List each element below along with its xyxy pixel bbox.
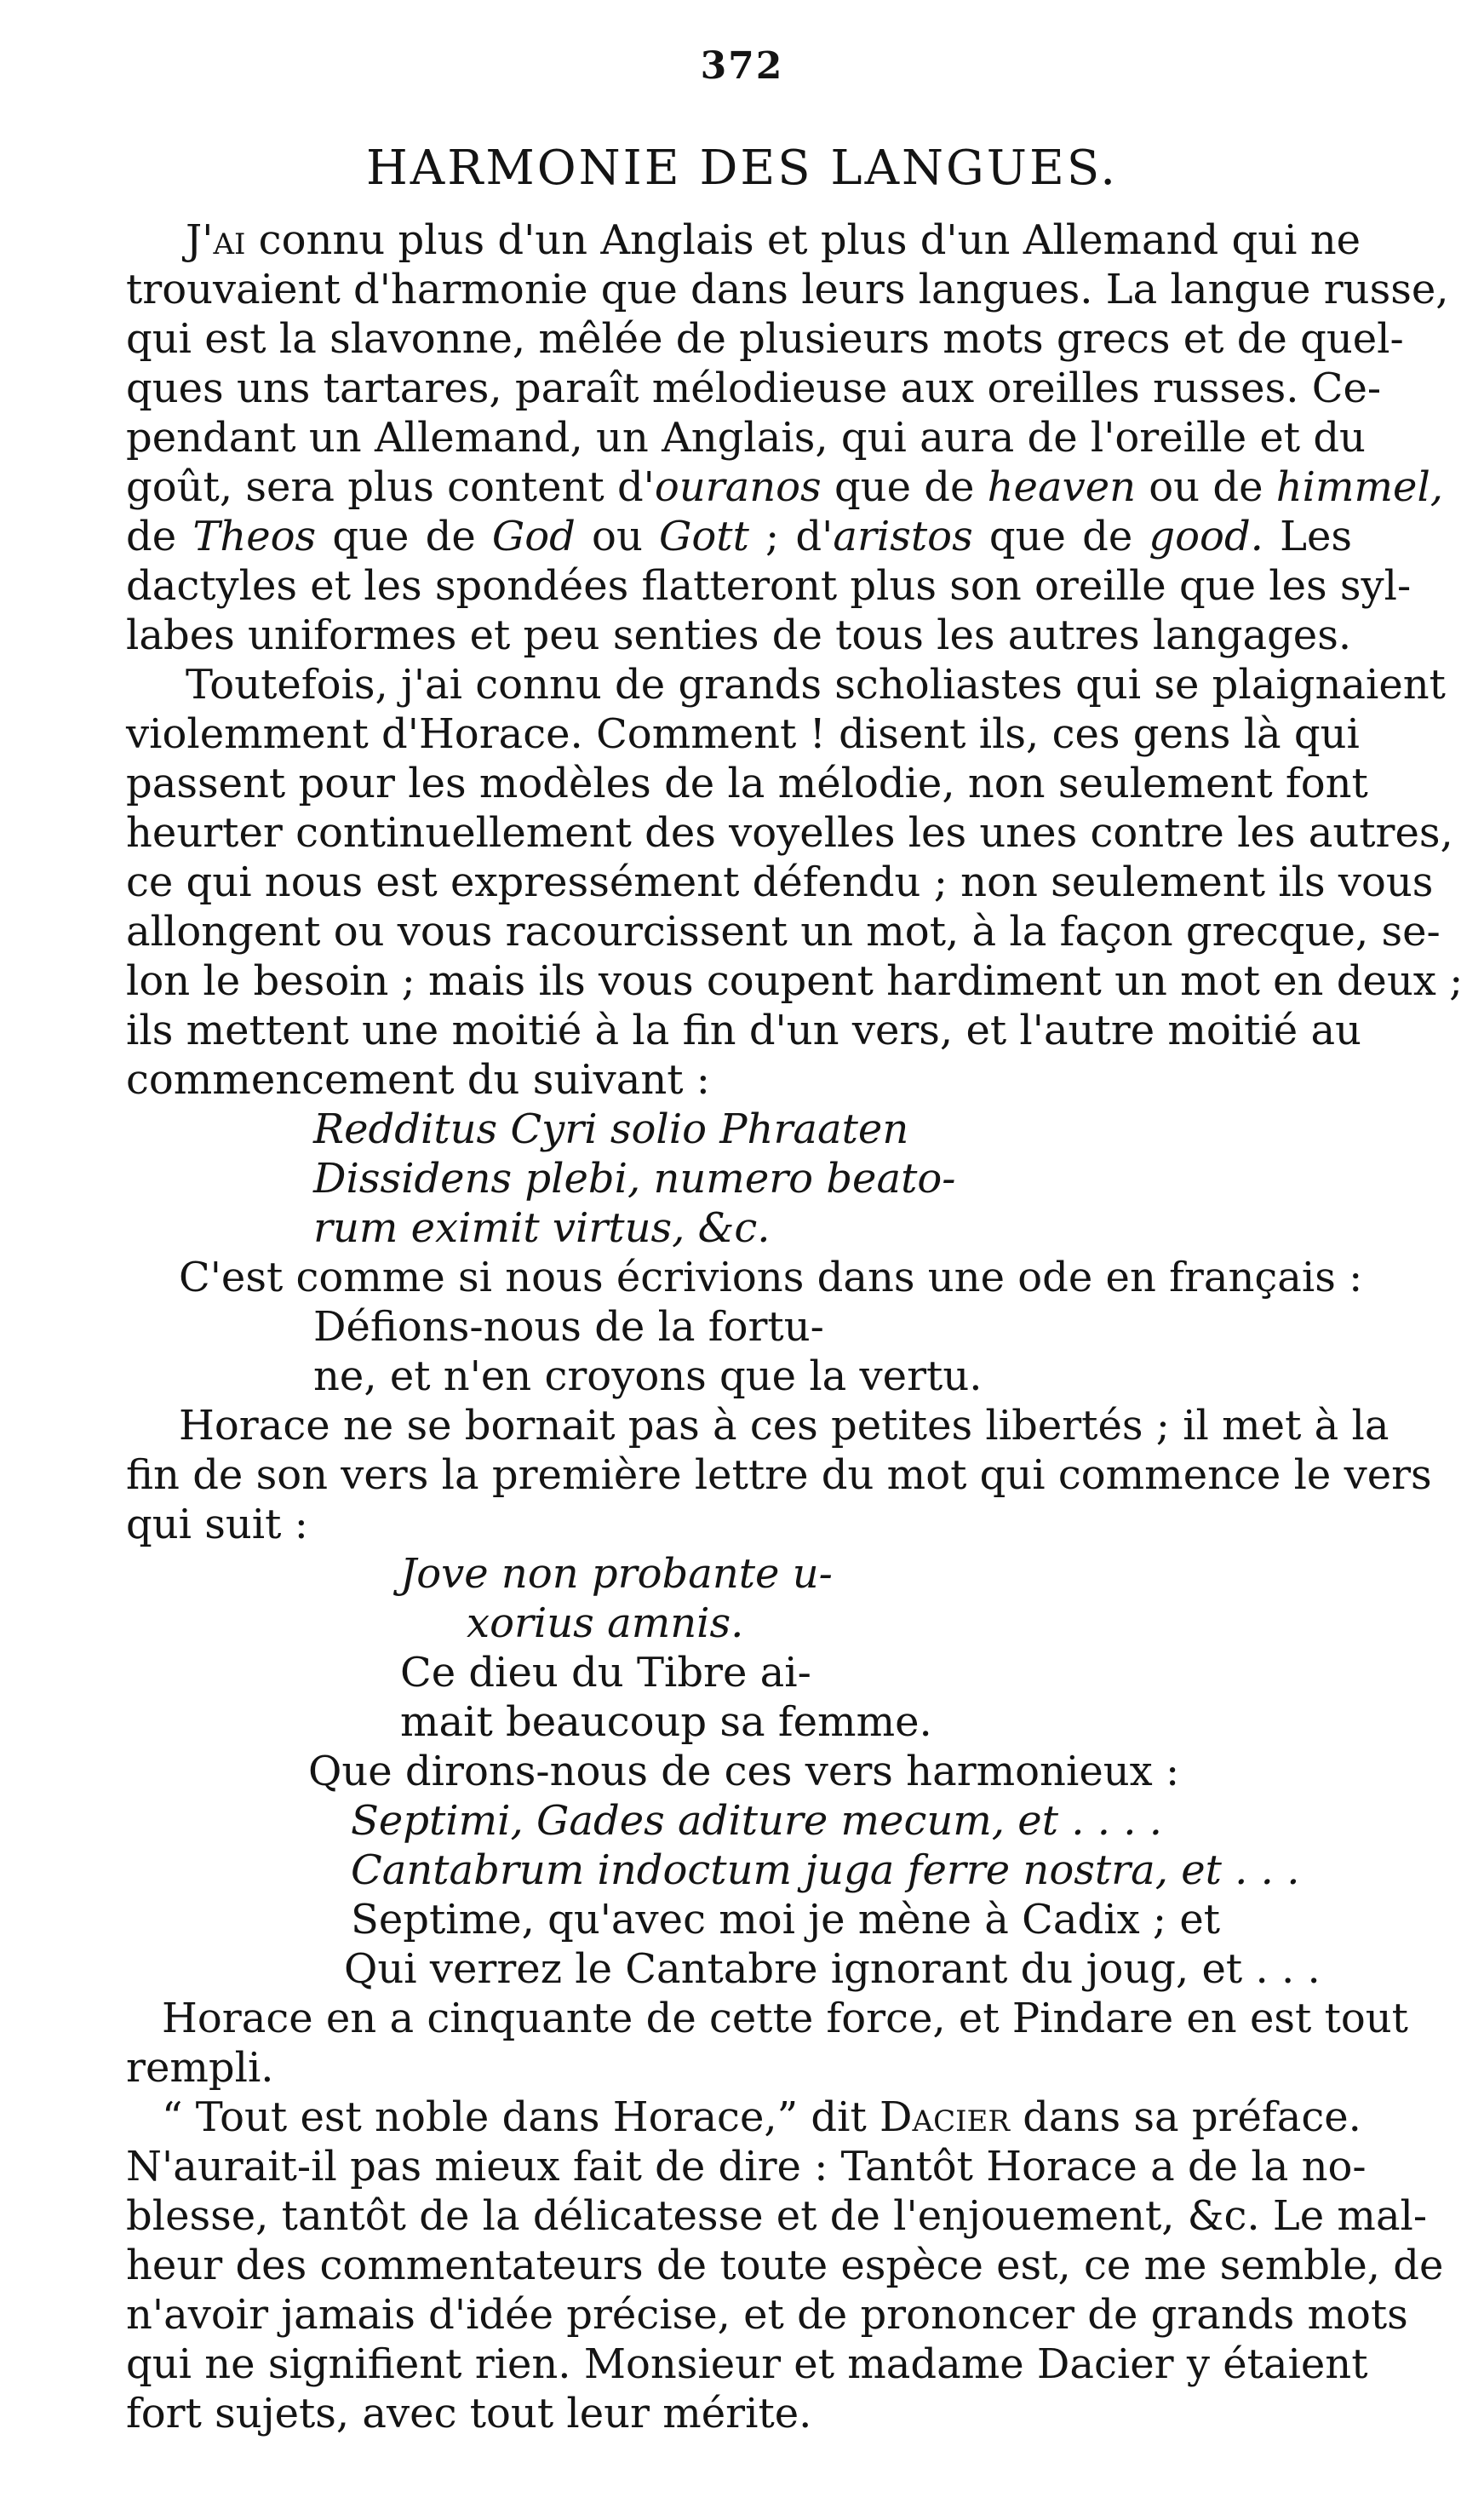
italic-word: aristos bbox=[833, 513, 973, 560]
text-line: dactyles et les spondées flatteront plus son oreille que les syl- bbox=[126, 562, 1412, 610]
italic-word: Gott bbox=[659, 513, 749, 560]
text-line: allongent ou vous racourcissent un mot, à la façon grecque, se- bbox=[126, 908, 1441, 956]
text-line: ques uns tartares, paraît mélodieuse aux oreilles russes. Ce- bbox=[126, 365, 1382, 412]
text-line: Horace en a cinquante de cette force, et Pindare en est tout bbox=[162, 1995, 1408, 2042]
text-line: heurter continuellement des voyelles les unes contre les autres, bbox=[126, 809, 1453, 857]
text-span: goût, sera plus content d' bbox=[126, 463, 655, 511]
verse-line: Septimi, Gades aditure mecum, et . . . . bbox=[351, 1797, 1163, 1845]
text-span: “ Tout est noble dans Horace,” dit bbox=[162, 2093, 880, 2141]
italic-word: Theos bbox=[192, 513, 317, 560]
text-span: que de bbox=[821, 463, 988, 511]
italic-word: ouranos bbox=[654, 463, 822, 511]
text-line: pendant un Allemand, un Anglais, qui aura de l'oreille et du bbox=[126, 414, 1366, 462]
text-line: fort sujets, avec tout leur mérite. bbox=[126, 2390, 812, 2437]
text-line: N'aurait-il pas mieux fait de dire : Tantôt Horace a de la no- bbox=[126, 2143, 1367, 2190]
text-line bbox=[162, 2093, 1361, 2142]
text-span: connu plus d'un Anglais et plus d'un Allemand qui ne bbox=[245, 216, 1361, 264]
verse-line: Cantabrum indoctum juga ferre nostra, et . . . bbox=[351, 1846, 1300, 1894]
text-line bbox=[126, 462, 1444, 512]
text-span: dans sa préface. bbox=[1009, 2093, 1361, 2141]
text-line: lon le besoin ; mais ils vous coupent hardiment un mot en deux ; bbox=[126, 957, 1464, 1005]
verse-line: Ce dieu du Tibre ai- bbox=[400, 1649, 811, 1697]
text-span: ; d' bbox=[748, 513, 834, 560]
verse-line: rum eximit virtus, &c. bbox=[313, 1204, 771, 1252]
verse-line: Jove non probante u- bbox=[400, 1550, 833, 1598]
verse-line: Qui verrez le Cantabre ignorant du joug, et . . . bbox=[344, 1945, 1321, 1993]
text-line: rempli. bbox=[126, 2044, 274, 2092]
text-line bbox=[126, 512, 1352, 561]
text-line: ils mettent une moitié à la fin d'un vers, et l'autre moitié au bbox=[126, 1007, 1361, 1054]
verse-line: Défions-nous de la fortu- bbox=[313, 1303, 824, 1351]
text-line: commencement du suivant : bbox=[126, 1056, 710, 1104]
drop-word: J'ai bbox=[186, 216, 246, 264]
text-span: que de bbox=[316, 513, 492, 560]
text-span: ou bbox=[575, 513, 660, 560]
verse-line: Redditus Cyri solio Phraaten bbox=[313, 1105, 909, 1153]
text-span: Les bbox=[1263, 513, 1353, 560]
verse-line: Dissidens plebi, numero beato- bbox=[313, 1155, 956, 1203]
text-line: ce qui nous est expressément défendu ; non seulement ils vous bbox=[126, 858, 1434, 906]
text-line: heur des commentateurs de toute espèce est, ce me semble, de bbox=[126, 2242, 1444, 2289]
text-line: Que dirons-nous de ces vers harmonieux : bbox=[308, 1748, 1180, 1795]
small-caps-name: Dacier bbox=[880, 2093, 1010, 2141]
text-line: trouvaient d'harmonie que dans leurs langues. La langue russe, bbox=[126, 266, 1449, 313]
text-span: ou de bbox=[1136, 463, 1276, 511]
chapter-title: HARMONIE DES LANGUES. bbox=[365, 141, 1119, 196]
verse-line: Septime, qu'avec moi je mène à Cadix ; et bbox=[351, 1896, 1221, 1943]
italic-word: himmel, bbox=[1275, 463, 1444, 511]
text-line bbox=[126, 215, 1361, 265]
text-line: qui est la slavonne, mêlée de plusieurs mots grecs et de quel- bbox=[126, 315, 1404, 363]
italic-word: heaven bbox=[987, 463, 1137, 511]
verse-line: xorius amnis. bbox=[467, 1599, 744, 1647]
text-span: que de bbox=[972, 513, 1149, 560]
text-line: n'avoir jamais d'idée précise, et de prononcer de grands mots bbox=[126, 2291, 1408, 2339]
text-line: fin de son vers la première lettre du mot qui commence le vers bbox=[126, 1451, 1432, 1499]
verse-line: ne, et n'en croyons que la vertu. bbox=[313, 1352, 983, 1400]
text-line: qui suit : bbox=[126, 1501, 308, 1548]
text-line: passent pour les modèles de la mélodie, non seulement font bbox=[126, 760, 1368, 807]
text-line: qui ne signifient rien. Monsieur et madame Dacier y étaient bbox=[126, 2340, 1368, 2388]
text-line: Horace ne se bornait pas à ces petites libertés ; il met à la bbox=[179, 1402, 1389, 1450]
verse-line: mait beaucoup sa femme. bbox=[400, 1698, 932, 1746]
text-span: de bbox=[126, 513, 193, 560]
text-line: blesse, tantôt de la délicatesse et de l'enjouement, &c. Le mal- bbox=[126, 2192, 1428, 2240]
text-line: violemment d'Horace. Comment ! disent ils, ces gens là qui bbox=[126, 710, 1360, 758]
italic-word: God bbox=[491, 513, 576, 560]
text-line: C'est comme si nous écrivions dans une ode en français : bbox=[179, 1254, 1363, 1301]
page-number: 372 bbox=[700, 44, 784, 88]
text-line: labes uniformes et peu senties de tous les autres langages. bbox=[126, 611, 1352, 659]
text-line: Toutefois, j'ai connu de grands scholiastes qui se plaignaient bbox=[186, 661, 1446, 709]
italic-word: good. bbox=[1149, 513, 1263, 560]
